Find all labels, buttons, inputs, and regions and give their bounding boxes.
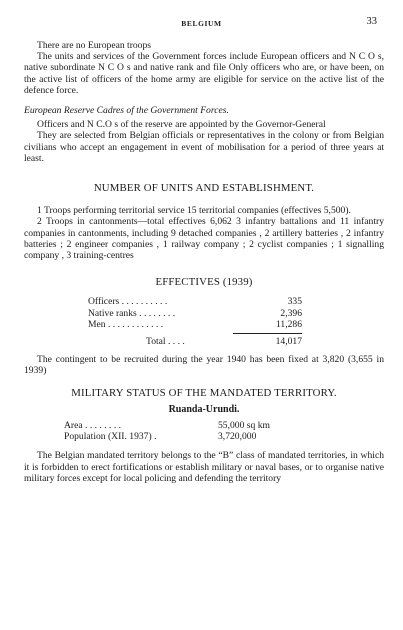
territory-row-area: [64, 420, 384, 431]
effectives-row: [88, 308, 302, 319]
effectives-row-label: Native ranks . . . . . . . .: [88, 307, 176, 319]
effectives-total-row: [88, 336, 302, 347]
territory-row-value: 3,720,000: [218, 431, 257, 443]
paragraph-reserve-selection: They are selected from Belgian officials or representatives in the colony or from Belgian civilians who accept an engagement in event of mobilisation for a period of three years at least.: [24, 130, 384, 164]
paragraph-territorial-troops: 1 Troops performing territorial service 15 territorial companies (effectives 5,500).: [37, 205, 351, 217]
effectives-row: [88, 319, 302, 330]
territory-facts-table: [64, 420, 384, 442]
effectives-row-label: Men . . . . . . . . . . . .: [88, 318, 164, 330]
military-status-heading: MILITARY STATUS OF THE MANDATED TERRITORY.: [71, 386, 337, 399]
territory-row-value: 55,000 sq km: [218, 420, 270, 432]
effectives-row-value: 11,286: [275, 318, 302, 330]
territory-row-label: Population (XII. 1937) .: [64, 431, 157, 443]
page-content: [24, 40, 384, 484]
effectives-row-value: 335: [287, 296, 302, 308]
paragraph-units-services: The units and services of the Government forces include European officers and N C O s, native subordinate N C O s and native rank and file Only officers who are, or have been, on the active list of officers of the home army are eligible for service on the active list of the defence force.: [24, 51, 384, 96]
total-rule: [233, 333, 302, 334]
page-number: 33: [366, 16, 377, 27]
territory-row-label: Area . . . . . . . .: [64, 420, 122, 432]
paragraph-contingent: The contingent to be recruited during the year 1940 has been fixed at 3,820 (3,655 in 1939): [24, 354, 384, 377]
ruanda-urundi-subheading: Ruanda-Urundi.: [168, 403, 240, 415]
effectives-total-label: Total . . . .: [146, 336, 185, 348]
paragraph-no-european-troops: There are no European troops: [37, 40, 152, 51]
units-heading: NUMBER OF UNITS AND ESTABLISHMENT.: [93, 182, 315, 195]
paragraph-mandate-class: The Belgian mandated territory belongs to the “B” class of mandated territories, in which it is forbidden to erect fortifications or establish military or naval bases, or to organise native military forces except for local policing and defending the territory: [24, 450, 384, 484]
effectives-row: [88, 296, 302, 307]
territory-row-population: [64, 431, 384, 442]
effectives-total-value: 14,017: [275, 336, 302, 348]
paragraph-cantonment-troops: 2 Troops in cantonments—total effectives 6,062 3 infantry battalions and 11 infantry companies in cantonments, including 9 detached companies , 2 artillery batteries , 2 infantry batteries ; 2 engineer companies , 1 railway company ; 2 cyclist companies ; 1 signalling company , 3 training-centres: [24, 216, 384, 262]
paragraph-reserve-appointment: Officers and N C.O s of the reserve are appointed by the Governor-General: [37, 119, 326, 131]
reserve-cadres-heading: European Reserve Cadres of the Government Forces.: [24, 105, 229, 117]
effectives-heading: EFFECTIVES (1939): [155, 276, 253, 289]
header-title: BELGIUM: [181, 19, 222, 28]
effectives-row-label: Officers . . . . . . . . . .: [88, 296, 168, 308]
effectives-table: [88, 296, 302, 347]
effectives-row-value: 2,396: [280, 307, 302, 319]
running-header: [0, 16, 403, 30]
